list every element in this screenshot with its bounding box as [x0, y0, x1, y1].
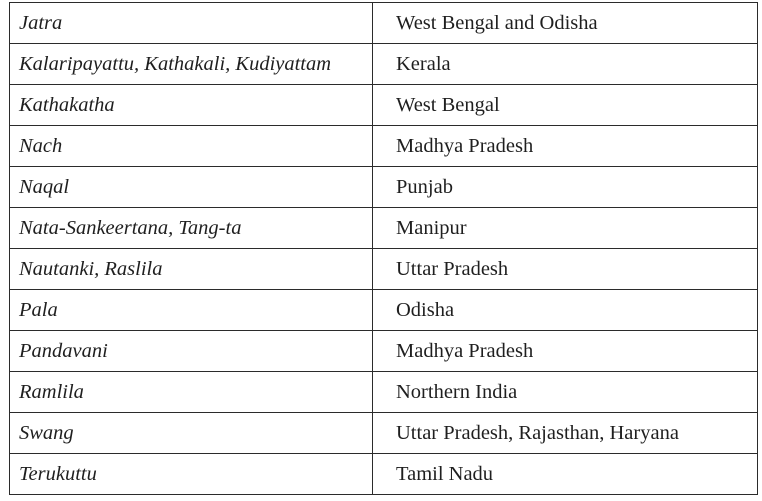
table-row: [10, 372, 758, 413]
form-cell: Kalaripayattu, Kathakali, Kudiyattam: [10, 44, 373, 85]
form-cell: Swang: [10, 413, 373, 454]
table-row: [10, 167, 758, 208]
region-cell: Madhya Pradesh: [373, 126, 758, 167]
region-cell: Northern India: [373, 372, 758, 413]
table-row: [10, 3, 758, 44]
form-cell: Pandavani: [10, 331, 373, 372]
table-row: [10, 44, 758, 85]
region-cell: Uttar Pradesh, Rajasthan, Haryana: [373, 413, 758, 454]
form-cell: Ramlila: [10, 372, 373, 413]
table-body: [10, 3, 758, 495]
form-cell: Kathakatha: [10, 85, 373, 126]
table-row: [10, 249, 758, 290]
table-row: [10, 331, 758, 372]
table-container: [9, 2, 758, 495]
region-cell: Odisha: [373, 290, 758, 331]
table-row: [10, 85, 758, 126]
form-cell: Pala: [10, 290, 373, 331]
form-cell: Terukuttu: [10, 454, 373, 495]
table-row: [10, 126, 758, 167]
region-cell: Manipur: [373, 208, 758, 249]
form-cell: Nach: [10, 126, 373, 167]
table-row: [10, 290, 758, 331]
region-cell: Uttar Pradesh: [373, 249, 758, 290]
table-row: [10, 208, 758, 249]
table-row: [10, 454, 758, 495]
form-cell: Nata-Sankeertana, Tang-ta: [10, 208, 373, 249]
region-cell: Punjab: [373, 167, 758, 208]
region-cell: Tamil Nadu: [373, 454, 758, 495]
folk-theatre-table: [9, 2, 758, 495]
form-cell: Nautanki, Raslila: [10, 249, 373, 290]
form-cell: Jatra: [10, 3, 373, 44]
region-cell: West Bengal and Odisha: [373, 3, 758, 44]
form-cell: Naqal: [10, 167, 373, 208]
region-cell: Kerala: [373, 44, 758, 85]
table-row: [10, 413, 758, 454]
region-cell: West Bengal: [373, 85, 758, 126]
region-cell: Madhya Pradesh: [373, 331, 758, 372]
